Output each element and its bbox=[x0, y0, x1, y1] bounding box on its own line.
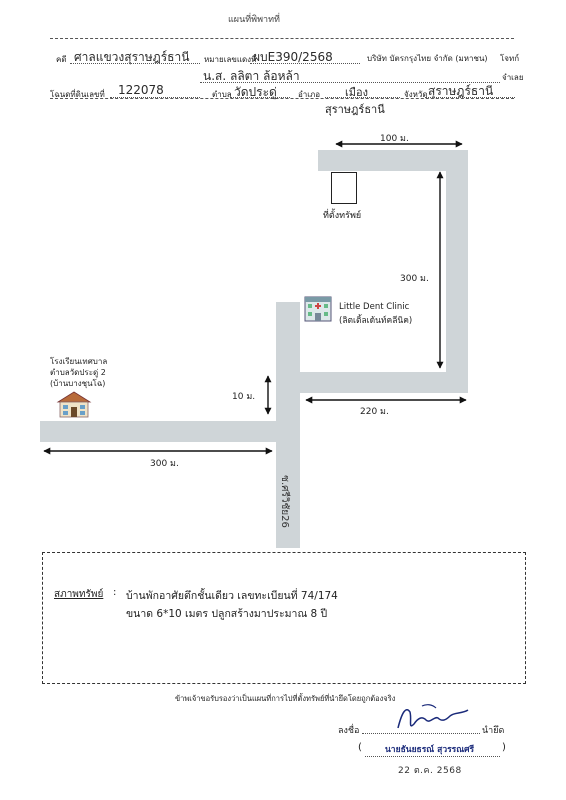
name-underline bbox=[365, 756, 500, 757]
property-label: ที่ตั้งทรัพย์ bbox=[323, 211, 362, 221]
subdistrict-label: ตำบล bbox=[212, 90, 232, 99]
court-prefix: คดี bbox=[56, 55, 67, 64]
defendant-suffix: จำเลย bbox=[502, 73, 524, 82]
province-label: จังหวัด bbox=[404, 90, 428, 99]
case-number: ผบE390/2568 bbox=[253, 50, 333, 64]
court-name: ศาลแขวงสุราษฎร์ธานี bbox=[74, 50, 190, 64]
property-line2: ขนาด 6*10 เมตร ปลูกสร้างมาประมาณ 8 ปี bbox=[126, 608, 328, 620]
school-line2: ตำบลวัดประดู่ 2 bbox=[50, 368, 106, 377]
certification-text: ข้าพเจ้าขอรับรองว่าเป็นแผนที่การไปที่ตั้งทรัพย์ที่นำยึดโดยถูกต้องจริง bbox=[175, 694, 396, 703]
date-stamp: 22 ต.ค. 2568 bbox=[398, 766, 462, 776]
clinic-icon bbox=[303, 293, 333, 323]
map-title: แผนที่พิพาทที่ bbox=[228, 15, 280, 25]
deed-number: 122078 bbox=[118, 83, 164, 97]
paren-close: ) bbox=[502, 742, 506, 753]
dist-small-label: 10 ม. bbox=[232, 392, 256, 402]
plaintiff-name: บริษัท บัตรกรุงไทย จำกัด (มหาชน) bbox=[367, 54, 488, 63]
dist-top-label: 100 ม. bbox=[380, 134, 409, 144]
property-label-heading: สภาพทรัพย์ bbox=[54, 589, 104, 600]
paren-open: ( bbox=[358, 742, 362, 753]
deed-label: โฉนดที่ดินเลขที่ bbox=[50, 90, 105, 99]
road-name-label: ซ.ศรีวิชัย26 bbox=[278, 475, 290, 528]
case-prefix: หมายเลขแดงที่ bbox=[204, 55, 257, 64]
school-line1: โรงเรียนเทศบาล bbox=[50, 357, 108, 366]
defendant-name: น.ส. ลลิตา ล้อหล้า bbox=[203, 69, 300, 83]
school-icon bbox=[56, 390, 92, 418]
dist-bottom-label: 300 ม. bbox=[150, 459, 179, 469]
property-line1: บ้านพักอาศัยตึกชั้นเดียว เลขทะเบียนที่ 74/174 bbox=[126, 590, 338, 602]
school-line3: (บ้านบางชุนโฉ) bbox=[50, 379, 106, 388]
province-line2: สุราษฎร์ธานี bbox=[325, 103, 385, 116]
dist-right-label: 300 ม. bbox=[400, 274, 429, 284]
signature-mark bbox=[392, 702, 474, 736]
clinic-name: Little Dent Clinic bbox=[339, 302, 410, 312]
district-value: เมือง bbox=[345, 86, 368, 99]
plaintiff-suffix: โจทก์ bbox=[500, 54, 520, 63]
province-value: สุราษฎร์ธานี bbox=[428, 84, 494, 98]
sign-suffix: นำยึด bbox=[482, 726, 505, 736]
property-marker bbox=[331, 172, 357, 204]
sign-underline bbox=[362, 733, 480, 734]
subdistrict-value: วัดประดู่ bbox=[234, 85, 277, 99]
property-colon: : bbox=[113, 587, 117, 598]
district-label: อำเภอ bbox=[298, 90, 321, 99]
clinic-thai: (ลิตเติ้ลเด้นท์คลีนิค) bbox=[339, 316, 413, 326]
dist-middle-label: 220 ม. bbox=[360, 407, 389, 417]
signer-name-stamp: นายธันยธรณ์ สุวรรณศรี bbox=[385, 745, 475, 755]
sign-prefix: ลงชื่อ bbox=[338, 726, 360, 736]
